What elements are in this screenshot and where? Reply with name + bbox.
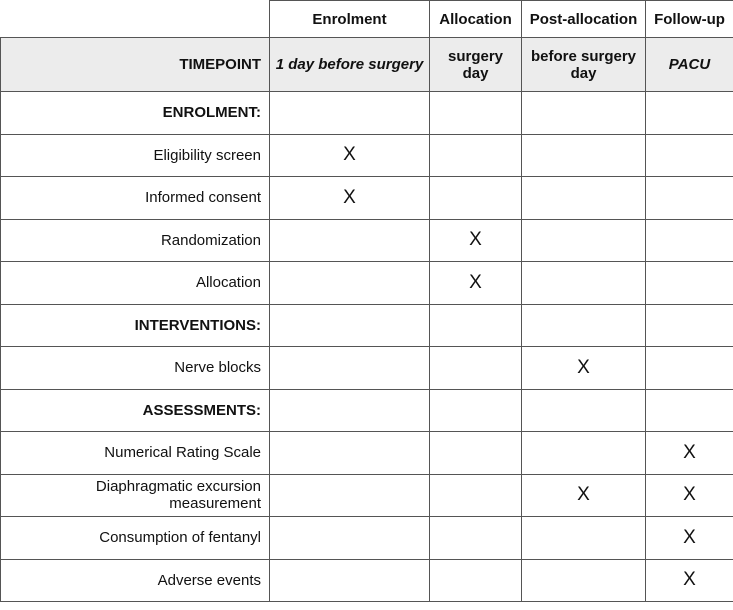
schedule-cell	[522, 432, 646, 475]
schedule-cell	[430, 177, 522, 220]
table-row	[1, 92, 733, 135]
row-label: Numerical Rating Scale	[1, 432, 270, 475]
scheduled-mark: X	[343, 144, 356, 166]
table-row	[1, 347, 733, 390]
scheduled-mark: X	[469, 271, 482, 293]
row-label: Eligibility screen	[1, 134, 270, 177]
schedule-cell	[270, 134, 430, 177]
schedule-cell	[522, 134, 646, 177]
table-row	[1, 134, 733, 177]
schedule-cell	[646, 347, 733, 390]
scheduled-mark: X	[577, 484, 590, 506]
scheduled-mark: X	[683, 569, 696, 591]
schedule-cell	[646, 517, 733, 560]
schedule-cell	[430, 474, 522, 517]
row-label: Informed consent	[1, 177, 270, 220]
schedule-cell	[646, 219, 733, 262]
schedule-cell	[270, 177, 430, 220]
schedule-cell	[270, 304, 430, 347]
column-header-post-allocation: Post-allocation	[522, 1, 646, 38]
schedule-cell	[270, 517, 430, 560]
schedule-cell	[270, 262, 430, 305]
schedule-cell	[522, 262, 646, 305]
schedule-cell	[270, 389, 430, 432]
scheduled-mark: X	[683, 484, 696, 506]
schedule-cell	[430, 134, 522, 177]
schedule-cell	[646, 304, 733, 347]
schedule-cell	[430, 559, 522, 602]
schedule-cell	[522, 517, 646, 560]
timepoint-follow-up: PACU	[646, 38, 733, 92]
schedule-cell	[522, 219, 646, 262]
row-label: Nerve blocks	[1, 347, 270, 390]
table-row	[1, 177, 733, 220]
schedule-cell	[430, 517, 522, 560]
timepoint-enrolment: 1 day before surgery	[270, 38, 430, 92]
schedule-cell	[270, 474, 430, 517]
table-row	[1, 304, 733, 347]
schedule-cell	[522, 389, 646, 432]
schedule-cell	[522, 474, 646, 517]
scheduled-mark: X	[469, 229, 482, 251]
schedule-cell	[646, 262, 733, 305]
scheduled-mark: X	[683, 441, 696, 463]
schedule-cell	[430, 304, 522, 347]
table-row	[1, 517, 733, 560]
scheduled-mark: X	[577, 356, 590, 378]
timepoint-allocation: surgery day	[430, 38, 522, 92]
schedule-cell	[270, 347, 430, 390]
section-heading: ASSESSMENTS:	[1, 389, 270, 432]
schedule-cell	[646, 474, 733, 517]
schedule-cell	[430, 219, 522, 262]
timepoint-post-allocation: before surgery day	[522, 38, 646, 92]
row-label: Diaphragmatic excursion measurement	[1, 474, 270, 517]
row-label: Randomization	[1, 219, 270, 262]
schedule-cell	[646, 559, 733, 602]
timepoint-label: TIMEPOINT	[1, 38, 270, 92]
schedule-cell	[430, 92, 522, 135]
schedule-cell	[646, 177, 733, 220]
table-row	[1, 262, 733, 305]
scheduled-mark: X	[343, 186, 356, 208]
timepoint-row	[1, 38, 733, 92]
schedule-cell	[270, 559, 430, 602]
section-heading: ENROLMENT:	[1, 92, 270, 135]
section-heading: INTERVENTIONS:	[1, 304, 270, 347]
schedule-cell	[270, 219, 430, 262]
row-label: Allocation	[1, 262, 270, 305]
table-row	[1, 219, 733, 262]
table-row	[1, 389, 733, 432]
row-label: Adverse events	[1, 559, 270, 602]
schedule-cell	[430, 262, 522, 305]
schedule-cell	[270, 432, 430, 475]
schedule-cell	[430, 432, 522, 475]
schedule-cell	[522, 92, 646, 135]
column-header-follow-up: Follow-up	[646, 1, 733, 38]
schedule-cell	[646, 134, 733, 177]
header-row	[1, 1, 733, 38]
table-row	[1, 559, 733, 602]
empty-corner-cell	[1, 1, 270, 38]
schedule-cell	[522, 559, 646, 602]
schedule-cell	[522, 177, 646, 220]
schedule-cell	[646, 92, 733, 135]
column-header-enrolment: Enrolment	[270, 1, 430, 38]
row-label: Consumption of fentanyl	[1, 517, 270, 560]
schedule-cell	[430, 389, 522, 432]
scheduled-mark: X	[683, 526, 696, 548]
column-header-allocation: Allocation	[430, 1, 522, 38]
schedule-cell	[646, 389, 733, 432]
schedule-cell	[270, 92, 430, 135]
table-row	[1, 474, 733, 517]
schedule-cell	[522, 347, 646, 390]
schedule-cell	[522, 304, 646, 347]
table-row	[1, 432, 733, 475]
schedule-cell	[430, 347, 522, 390]
schedule-cell	[646, 432, 733, 475]
